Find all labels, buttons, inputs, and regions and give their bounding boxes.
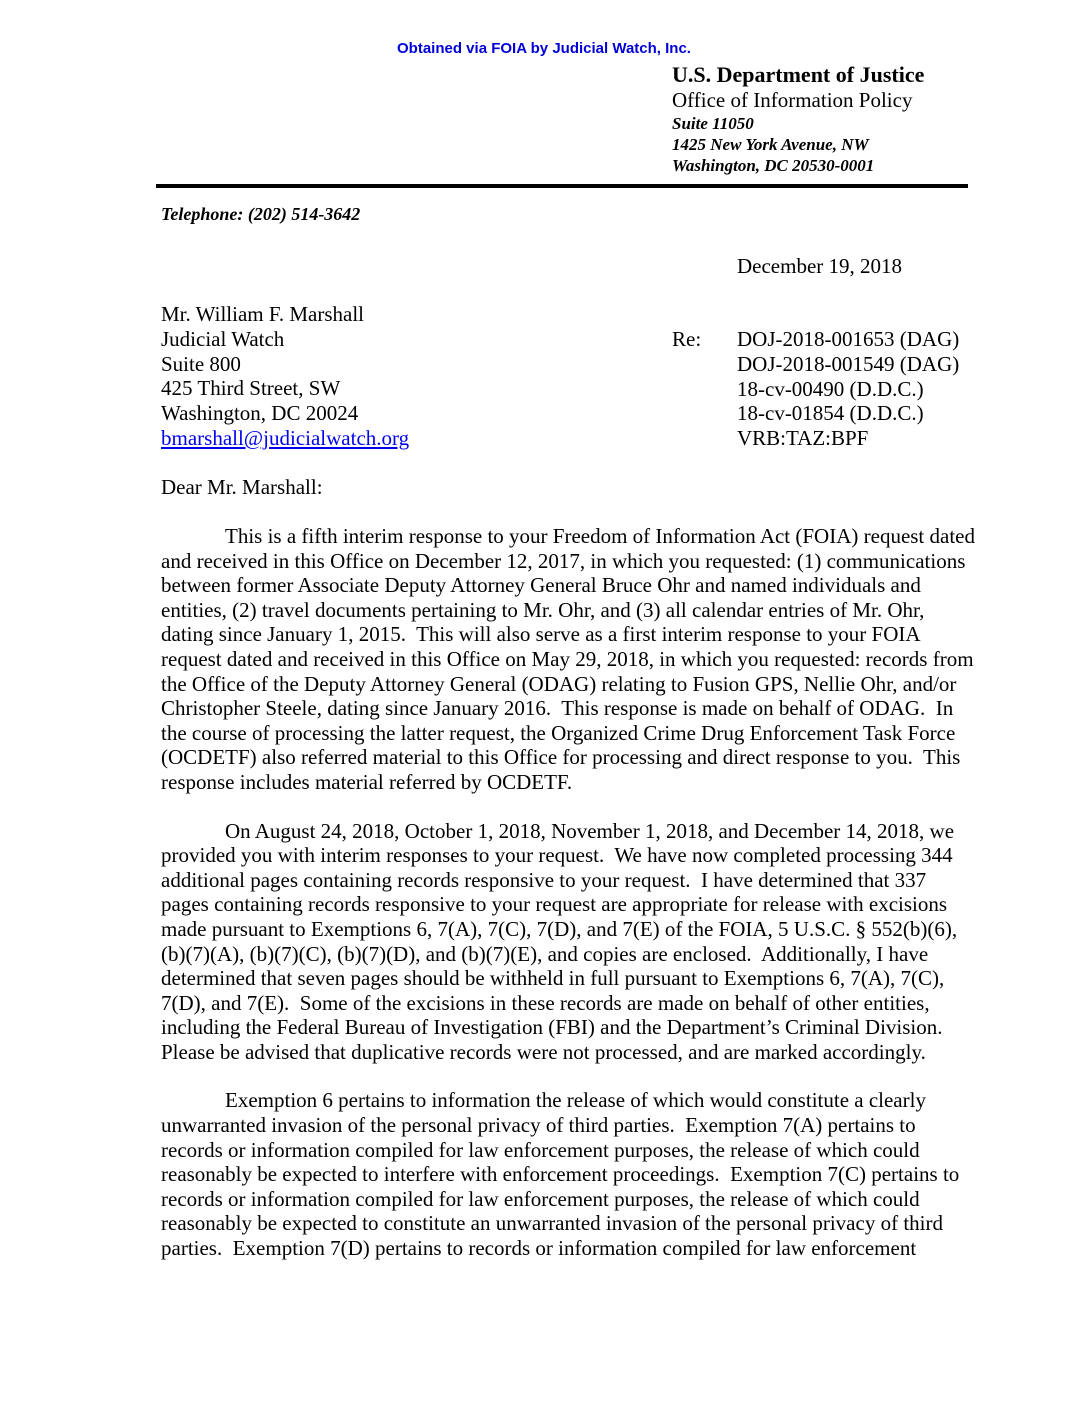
recipient-address-block [161, 302, 409, 451]
recipient-org: Judicial Watch [161, 326, 285, 351]
reference-label: Re: [672, 327, 702, 351]
reference-number: 18-cv-01854 (D.D.C.) [737, 401, 924, 426]
recipient-street: 425 Third Street, SW [161, 376, 341, 401]
recipient-city: Washington, DC 20024 [161, 401, 359, 426]
reference-number: DOJ-2018-001549 (DAG) [737, 351, 960, 376]
body-paragraph-3: Exemption 6 pertains to information the release of which would constitute a clearly unwarranted invasion of the personal privacy of third parties. Exemption 7(A) pertains to records or information compiled for law enforcement purposes, the release of which could reasonably be expected to interfere with enforcement proceedings. Exemption 7(C) pertains to records or information compiled for law enforcement purposes, the release of which could reasonably be expected to constitute an unwarranted invasion of the personal privacy of third parties. Exemption 7(D) pertains to records or information compiled for law enforcement [161, 1088, 965, 1261]
reference-numbers [737, 327, 959, 451]
letterhead-department: U.S. Department of Justice [672, 62, 925, 87]
body-paragraph-2: On August 24, 2018, October 1, 2018, November 1, 2018, and December 14, 2018, we provided you with interim responses to your request. We have now completed processing 344 additional pages containing records responsive to your request. I have determined that 337 pages containing records responsive to your request are appropriate for release with excisions made pursuant to Exemptions 6, 7(A), 7(C), 7(D), and 7(E) of the FOIA, 5 U.S.C. § 552(b)(6), (b)(7)(A), (b)(7)(C), (b)(7)(D), and (b)(7)(E), and copies are enclosed. Additionally, I have determined that seven pages should be withheld in full pursuant to Exemptions 6, 7(A), 7(C), 7(D), and 7(E). Some of the excisions in these records are made on behalf of other entities, including the Federal Bureau of Investigation (FBI) and the Department’s Criminal Division. Please be advised that duplicative records were not processed, and are marked accordingly. [161, 818, 963, 1064]
letter-body [161, 524, 981, 1285]
recipient-suite: Suite 800 [161, 351, 241, 376]
letter-date: December 19, 2018 [737, 254, 903, 278]
letterhead [672, 62, 924, 176]
foia-watermark: Obtained via FOIA by Judicial Watch, Inc. [397, 40, 691, 57]
reference-number: DOJ-2018-001653 (DAG) [737, 327, 960, 351]
letterhead-suite: Suite 11050 [672, 114, 754, 133]
reference-number: 18-cv-00490 (D.D.C.) [737, 376, 924, 401]
telephone-line: Telephone: (202) 514-3642 [161, 204, 361, 224]
letterhead-street: 1425 New York Avenue, NW [672, 135, 869, 154]
body-paragraph-1: This is a fifth interim response to your Freedom of Information Act (FOIA) request dated and received in this Office on December 12, 2017, in which you requested: (1) communications between former Associate Deputy Attorney General Bruce Ohr and named individuals and entities, (2) travel documents pertaining to Mr. Ohr, and (3) all calendar entries of Mr. Ohr, dating since January 1, 2015. This will also serve as a first interim response to your FOIA request dated and received in this Office on May 29, 2018, in which you requested: records from the Office of the Deputy Attorney General (ODAG) relating to Fusion GPS, Nellie Ohr, and/or Christopher Steele, dating since January 2016. This response is made on behalf of ODAG. In the course of processing the latter request, the Organized Crime Drug Enforcement Task Force (OCDETF) also referred material to this Office for processing and direct response to you. This response includes material referred by OCDETF. [161, 524, 981, 794]
letterhead-rule [156, 184, 968, 188]
recipient-name: Mr. William F. Marshall [161, 302, 364, 326]
reference-initials: VRB:TAZ:BPF [737, 426, 869, 451]
letterhead-office: Office of Information Policy [672, 88, 913, 112]
recipient-email-link[interactable]: bmarshall@judicialwatch.org [161, 425, 410, 450]
letterhead-city: Washington, DC 20530-0001 [672, 156, 875, 175]
salutation: Dear Mr. Marshall: [161, 475, 323, 499]
